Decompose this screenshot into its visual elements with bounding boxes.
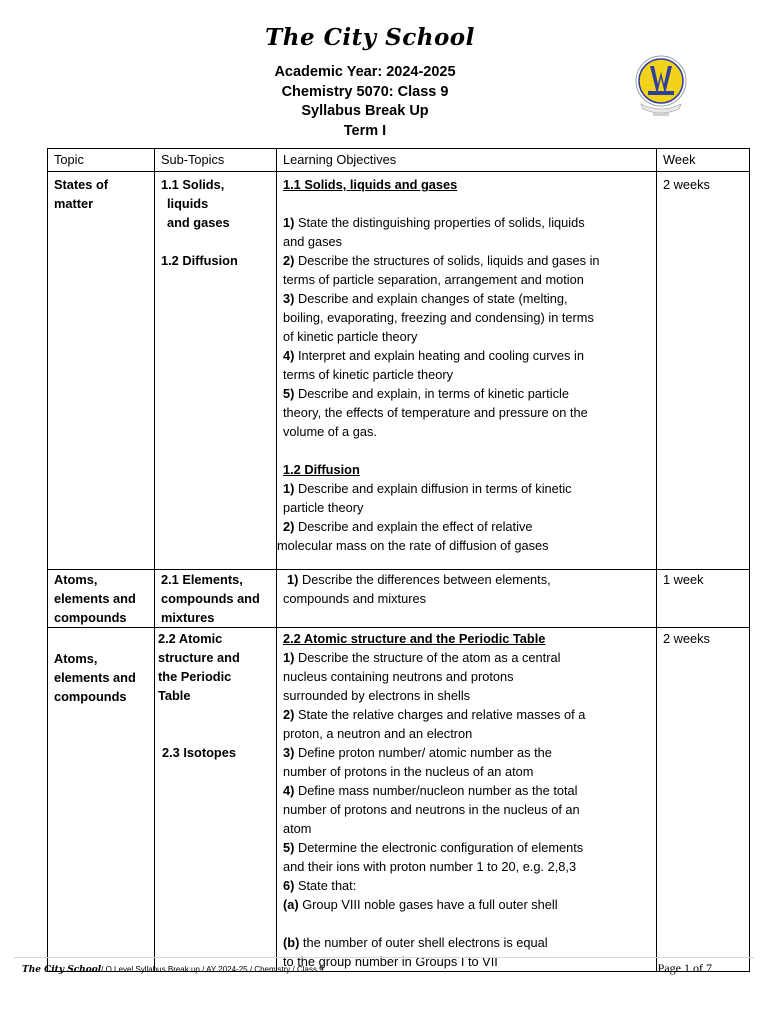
objective-item: 4) Interpret and explain heating and cooling curves in (283, 348, 584, 363)
objectives-cell: 1) Describe the differences between elements, compounds and mixtures (277, 570, 657, 628)
table-row (48, 570, 750, 628)
week-cell: 2 weeks (657, 628, 750, 972)
footer-divider (14, 957, 754, 958)
objective-item: 3) Describe and explain changes of state (melting, (283, 291, 568, 306)
term-label: Term I (343, 122, 387, 139)
academic-year: Academic Year: 2024-2025 (274, 64, 456, 80)
objective-subitem: (b) the number of outer shell electrons is equal (283, 935, 548, 950)
objective-item: 3) Define proton number/ atomic number as the (283, 745, 552, 760)
objectives-cell: 1.1 Solids, liquids and gases 1) State the distinguishing properties of solids, liquids and gases 2) Describe the structures of solids, liquids and gases in terms of particle separation, arrangement and motion 3) Describe and explain changes of state (melting, boiling, evaporating, freezing and condensing) in terms of kinetic particle theory 4) Interpret and explain heating and cooling curves in terms of kinetic particle theory 5) Describe and explain, in terms of kinetic particle theory, the effects of temperature and pressure on the volume of a gas. 1.2 Diffusion 1) Describe and explain diffusion in terms of kinetic particle theory 2) Describe and explain the effect of relative molecular mass on the rate of diffusion of gases (277, 172, 657, 570)
footer-text: / O Level Syllabus Break up / AY 2024-25 / Chemistry / Class 9 (101, 965, 324, 974)
objective-item: 1) State the distinguishing properties of solids, liquids (283, 215, 585, 230)
objective-item: 5) Determine the electronic configuration of elements (283, 840, 584, 855)
objective-item: 2) Describe the structures of solids, liquids and gases in (283, 253, 600, 268)
topic-cell: Atoms, elements and compounds (48, 628, 155, 972)
objective-item: 1) Describe and explain diffusion in terms of kinetic (283, 481, 572, 496)
week-cell: 1 week (657, 570, 750, 628)
document-header (0, 63, 730, 141)
subtopic-cell: 2.2 Atomic structure and the Periodic Table 2.3 Isotopes (155, 628, 277, 972)
topic-cell: States of matter (48, 172, 155, 570)
table-header-row (48, 149, 750, 172)
objective-subitem: (a) Group VIII noble gases have a full outer shell (283, 897, 558, 912)
subtopic-cell: 1.1 Solids, liquids and gases 1.2 Diffusion (155, 172, 277, 570)
course-title: Chemistry 5070: Class 9 (281, 83, 449, 100)
school-name: The City School (265, 24, 475, 51)
column-header: Week (657, 149, 750, 172)
topic-cell: Atoms, elements and compounds (48, 570, 155, 628)
subtopic-cell: 2.1 Elements, compounds and mixtures (155, 570, 277, 628)
objective-item: 2) State the relative charges and relative masses of a (283, 707, 586, 722)
objective-item: 4) Define mass number/nucleon number as the total (283, 783, 578, 798)
table-row (48, 172, 750, 570)
objective-item: 5) Describe and explain, in terms of kinetic particle (283, 386, 569, 401)
page-number: Page 1 of 7 (657, 961, 712, 975)
column-header: Learning Objectives (277, 149, 657, 172)
school-logo-icon (633, 54, 689, 118)
objective-item: 6) State that: (283, 878, 357, 893)
objective-item: 1) Describe the structure of the atom as a central (283, 650, 561, 665)
objectives-heading: 1.1 Solids, liquids and gases (283, 177, 458, 192)
objectives-cell: 2.2 Atomic structure and the Periodic Table 1) Describe the structure of the atom as a central nucleus containing neutrons and protons surrounded by electrons in shells 2) State the relative charges and relative masses of a proton, a neutron and an electron 3) Define proton number/ atomic number as the number of protons in the nucleus of an atom 4) Define mass number/nucleon number as the total number of protons and neutrons in the nucleus of an atom 5) Determine the electronic configuration of elements and their ions with proton number 1 to 20, e.g. 2,8,3 6) State that: (a) Group VIII noble gases have a full outer shell (b) the number of outer shell electrons is equal to the group number in Groups I to VII (277, 628, 657, 972)
column-header: Sub-Topics (155, 149, 277, 172)
table-row (48, 628, 750, 972)
week-cell: 2 weeks (657, 172, 750, 570)
column-header: Topic (48, 149, 155, 172)
objective-item: 1) Describe the differences between elements, (287, 572, 551, 587)
footer-school-name: The City School (22, 965, 102, 975)
objectives-heading: 2.2 Atomic structure and the Periodic Table (283, 631, 546, 646)
syllabus-table (47, 148, 750, 972)
objectives-heading: 1.2 Diffusion (283, 462, 360, 477)
page-footer (22, 962, 712, 980)
document-title: Syllabus Break Up (301, 103, 429, 119)
objective-item: 2) Describe and explain the effect of relative (283, 519, 533, 534)
